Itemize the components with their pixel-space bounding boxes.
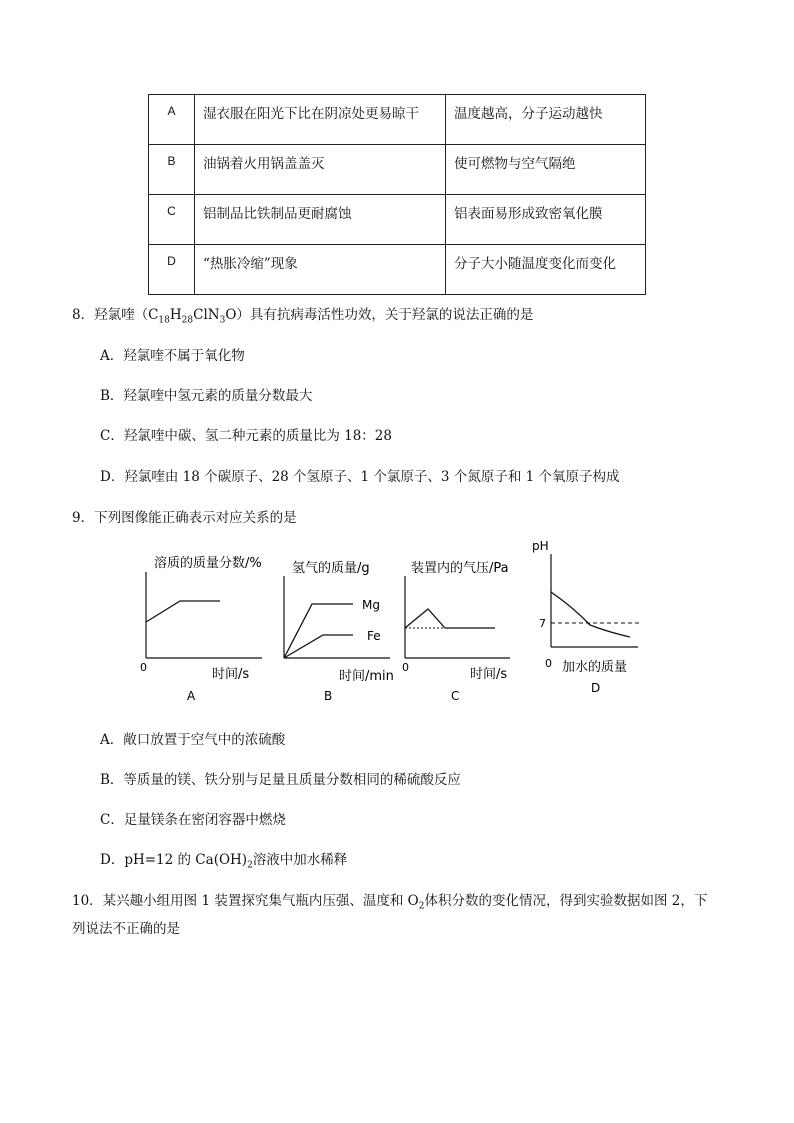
graph-d-ylabel: pH [532,539,549,553]
row-explanation: 铝表面易形成致密氧化膜 [446,195,646,245]
row-event: 油锅着火用锅盖盖灭 [195,145,446,195]
ph-curve [551,592,630,637]
graph-d-caption: D [591,681,601,695]
row-label: B [149,145,195,195]
ph-7-label: 7 [539,617,546,630]
q10-text: 体积分数的变化情况，得到实验数据如图 2，下 [424,893,708,909]
subscript: 28 [181,315,194,326]
q10-stem-line1 [72,889,707,912]
graph-d-xlabel: 加水的质量 [562,660,628,675]
q8-stem-text: 8．羟氯喹（C [72,307,159,323]
origin-label: 0 [545,657,552,670]
series-label-mg: Mg [362,598,380,612]
q8-option-a: A．羟氯喹不属于氧化物 [100,348,245,364]
row-event: 湿衣服在阳光下比在阴凉处更易晾干 [195,95,446,145]
graph-a-ylabel: 溶质的质量分数/% [154,556,262,571]
q8-stem [72,303,533,326]
table-row [149,145,646,195]
q8-stem-text: O）具有抗病毒活性功效，关于羟氯的说法正确的是 [225,307,534,323]
q10-text: 10．某兴趣小组用图 1 装置探究集气瓶内压强、温度和 O [72,893,419,909]
row-explanation: 使可燃物与空气隔绝 [446,145,646,195]
q9-option-d-text: 溶液中加水稀释 [252,852,348,868]
graph-b-caption: B [324,689,333,703]
row-label: C [149,195,195,245]
row-explanation: 温度越高，分子运动越快 [446,95,646,145]
q8-option-b: B．羟氯喹中氢元素的质量分数最大 [100,388,313,404]
graph-a-curve [146,601,220,622]
table-row [149,245,646,295]
q9-stem: 9．下列图像能正确表示对应关系的是 [72,510,297,526]
graph-c-ylabel: 装置内的气压/Pa [411,561,509,576]
series-label-fe: Fe [367,629,381,643]
mg-curve [284,604,353,658]
table-row [149,95,646,145]
q9-option-a: A．敞口放置于空气中的浓硫酸 [100,732,286,748]
graph-a [132,550,282,714]
graph-c-xlabel: 时间/s [470,667,508,682]
graph-a-caption: A [187,689,196,703]
row-event: “热胀冷缩”现象 [195,245,446,295]
subscript: 3 [219,315,226,326]
q9-option-c: C．足量镁条在密闭容器中燃烧 [100,812,286,828]
row-label: A [149,95,195,145]
graph-b [275,550,405,714]
origin-label: 0 [140,661,147,674]
row-label: D [149,245,195,295]
row-event: 铝制品比铁制品更耐腐蚀 [195,195,446,245]
q8-stem-text: ClN [193,307,220,323]
q8-stem-text: H [169,307,182,323]
graph-c-caption: C [451,689,460,703]
options-table [148,94,646,295]
table-row [149,195,646,245]
origin-label: 0 [402,661,409,674]
subscript: 2 [418,901,425,912]
graph-b-xlabel: 时间/min [339,669,394,684]
graph-c [398,550,528,714]
q9-option-b: B．等质量的镁、铁分别与足量且质量分数相同的稀硫酸反应 [100,772,461,788]
q10-stem-line2: 列说法不正确的是 [72,921,180,937]
pressure-curve [405,609,495,628]
row-explanation: 分子大小随温度变化而变化 [446,245,646,295]
graph-b-ylabel: 氢气的质量/g [292,561,370,576]
q8-option-d: D．羟氯喹由 18 个碳原子、28 个氢原子、1 个氯原子、3 个氮原子和 1 个氧原子构成 [100,469,620,485]
graph-a-xlabel: 时间/s [212,667,250,682]
q9-option-d [100,848,347,871]
subscript: 2 [247,860,253,871]
q9-option-d-text: D．pH=12 的 Ca(OH) [100,852,248,868]
subscript: 18 [158,315,170,326]
q8-option-c: C．羟氯喹中碳、氢二种元素的质量比为 18：28 [100,428,392,444]
graph-d [530,530,680,704]
